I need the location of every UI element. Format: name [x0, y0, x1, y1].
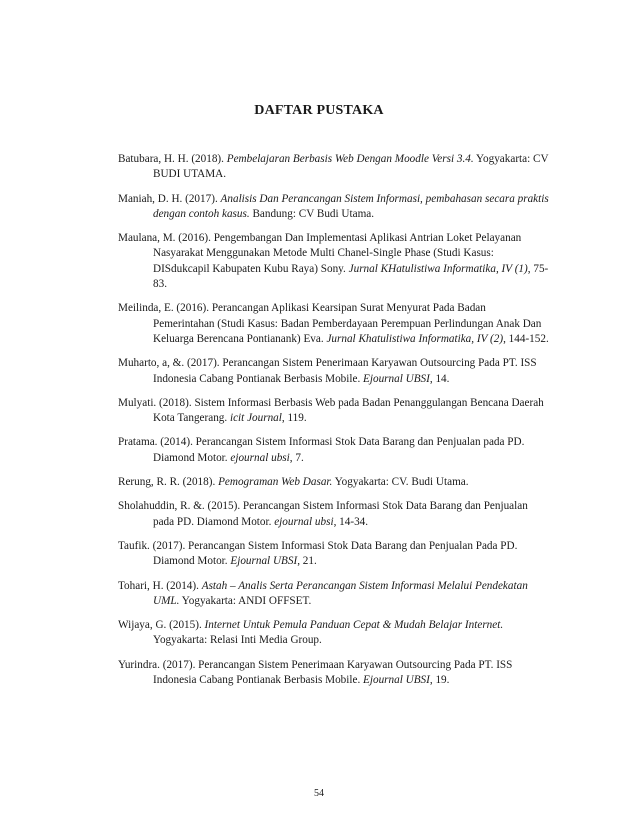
reference-title: Astah – Analis Serta Perancangan Sistem Informasi Melalui Pendekatan UML. [153, 579, 528, 607]
reference-entry [118, 658, 550, 689]
page-number: 54 [314, 788, 324, 799]
reference-title: ejournal ubsi [274, 515, 334, 528]
reference-title: Pemograman Web Dasar. [218, 476, 333, 489]
reference-text: Wijaya, G. (2015). [118, 619, 205, 632]
reference-text: Muharto, a, &. (2017). Perancangan Sistem Penerimaan Karyawan Outsourcing Pada PT. ISS Indonesia Cabang Pontianak Berbasis Mobile. [118, 357, 537, 385]
reference-text: Tohari, H. (2014). [118, 579, 202, 592]
reference-list [118, 152, 550, 688]
reference-entry [118, 579, 550, 610]
reference-text: , 19. [429, 674, 450, 687]
reference-text: , 7. [289, 451, 304, 464]
reference-entry [118, 396, 550, 427]
reference-text: , 14-34. [333, 515, 369, 528]
reference-entry [118, 499, 550, 530]
reference-text: , 144-152. [503, 332, 549, 345]
reference-text: Maniah, D. H. (2017). [118, 192, 221, 205]
reference-text: Yogyakarta: Relasi Inti Media Group. [153, 634, 322, 647]
reference-title: Internet Untuk Pemula Panduan Cepat & Mudah Belajar Internet. [204, 619, 504, 632]
reference-title: Jurnal KHatulistiwa Informatika, IV (1) [348, 262, 528, 275]
reference-text: , 75-83. [153, 262, 549, 291]
reference-text: Meilinda, E. (2016). Perancangan Aplikasi Kearsipan Surat Menyurat Pada Badan Pemerintahan (Studi Kasus: Badan Pemberdayaan Perempuan Perlindungan Anak Dan Keluarga Berencana Pontianank) Eva. [118, 302, 542, 345]
reference-title: Pembelajaran Berbasis Web Dengan Moodle Versi 3.4. [226, 153, 474, 165]
reference-entry [118, 192, 550, 223]
reference-text: Yogyakarta: CV. Budi Utama. [332, 476, 469, 489]
reference-entry [118, 152, 550, 183]
reference-entry [118, 231, 550, 292]
reference-text: Taufik. (2017). Perancangan Sistem Informasi Stok Data Barang dan Penjualan Pada PD. Diamond Motor. [118, 539, 518, 568]
reference-entry [118, 435, 550, 466]
reference-text: Yogyakarta: CV BUDI UTAMA. [153, 153, 549, 181]
reference-entry [118, 301, 550, 347]
reference-text: Yurindra. (2017). Perancangan Sistem Penerimaan Karyawan Outsourcing Pada PT. ISS Indonesia Cabang Pontianak Berbasis Mobile. [118, 658, 513, 687]
reference-title: Analisis Dan Perancangan Sistem Informasi, pembahasan secara praktis dengan contoh kasus. [153, 192, 549, 220]
reference-text: Pratama. (2014). Perancangan Sistem Informasi Stok Data Barang dan Penjualan pada PD. Diamond Motor. [118, 436, 525, 464]
reference-text: Sholahuddin, R. &. (2015). Perancangan Sistem Informasi Stok Data Barang dan Penjualan pada PD. Diamond Motor. [118, 500, 528, 528]
reference-text: Rerung, R. R. (2018). [118, 476, 219, 489]
reference-title: Ejournal UBSI [230, 555, 298, 568]
reference-text: , 21. [297, 555, 317, 568]
reference-text: Bandung: CV Budi Utama. [249, 207, 375, 220]
reference-text: , 119. [281, 412, 307, 425]
reference-entry [118, 539, 550, 570]
page-title: DAFTAR PUSTAKA [254, 103, 384, 118]
reference-text: Maulana, M. (2016). Pengembangan Dan Implementasi Aplikasi Antrian Loket Pelayanan Nasyarakat Menggunakan Metode Multi Chanel-Single Phase (Studi Kasus: DISdukcapil Kabupaten Kubu Raya) Sony. [118, 232, 522, 275]
reference-entry [118, 618, 550, 649]
reference-title: Jurnal Khatulistiwa Informatika, IV (2) [326, 332, 504, 345]
reference-text: Yogyakarta: ANDI OFFSET. [179, 594, 312, 607]
reference-title: ejournal ubsi [230, 451, 290, 464]
reference-text: Mulyati. (2018). Sistem Informasi Berbasis Web pada Badan Penanggulangan Bencana Daerah Kota Tangerang. [118, 396, 544, 425]
reference-title: icit Journal [229, 412, 282, 425]
reference-title: Ejournal UBSI [363, 674, 430, 687]
reference-title: Ejournal UBSI [363, 372, 430, 385]
reference-entry [118, 356, 550, 387]
reference-entry [118, 475, 550, 490]
reference-text: , 14. [429, 372, 450, 385]
reference-text: Batubara, H. H. (2018). [118, 153, 227, 165]
